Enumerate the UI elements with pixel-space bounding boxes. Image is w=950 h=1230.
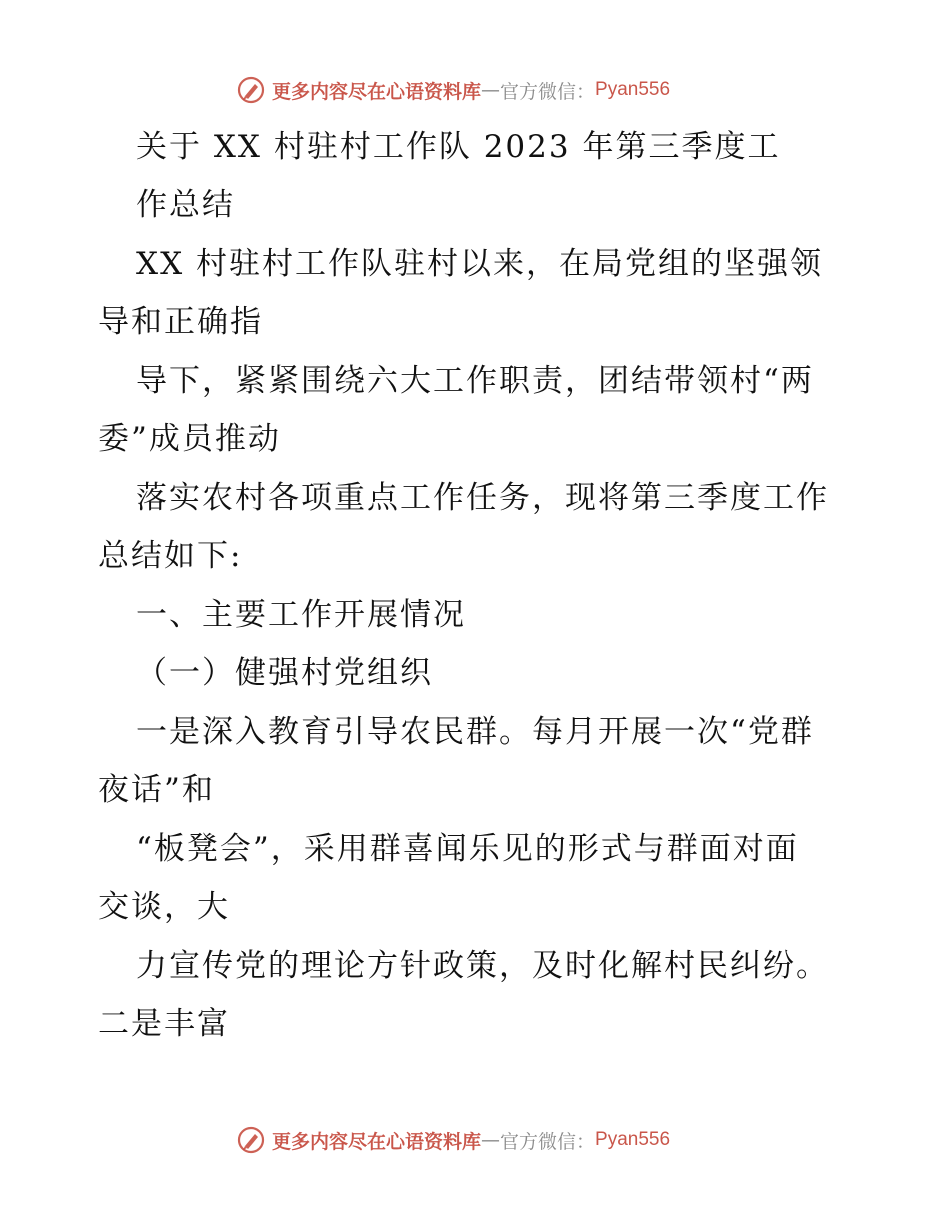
body-line: XX 村驻村工作队驻村以来，在局党组的坚强领: [136, 246, 823, 282]
body-line: 力宣传党的理论方针政策，及时化解村民纠纷。: [136, 948, 829, 984]
watermark-dash: —: [481, 1129, 501, 1151]
header-watermark: [236, 73, 716, 107]
body-line: 落实农村各项重点工作任务，现将第三季度工作: [136, 480, 829, 516]
body-line: 交谈，大: [98, 889, 230, 925]
watermark-contact-label: 官方微信：: [500, 1130, 596, 1153]
title-line-1: 关于 XX 村驻村工作队 2023 年第三季度工: [136, 129, 781, 165]
body-line: “板凳会”，采用群喜闻乐见的形式与群面对面: [136, 831, 799, 867]
watermark-main-text: 更多内容尽在心语资料库: [272, 80, 482, 103]
subsection-heading: （一）健强村党组织: [136, 655, 433, 691]
watermark-contact-id: Pyan556: [595, 1129, 671, 1150]
body-line: 导下，紧紧围绕六大工作职责，团结带领村“两: [136, 363, 814, 399]
footer-watermark: [236, 1123, 716, 1157]
pen-logo-icon: [236, 1125, 266, 1155]
watermark-contact-label: 官方微信：: [500, 80, 596, 103]
watermark-dash: —: [481, 79, 501, 101]
body-line: 夜话”和: [98, 772, 215, 808]
section-heading: 一、主要工作开展情况: [136, 597, 466, 633]
body-line: 总结如下:: [98, 538, 243, 574]
title-line-2: 作总结: [136, 187, 235, 223]
watermark-contact-id: Pyan556: [595, 79, 671, 100]
body-line: 二是丰富: [98, 1006, 230, 1042]
pen-logo-icon: [236, 75, 266, 105]
body-line: 一是深入教育引导农民群。每月开展一次“党群: [136, 714, 814, 750]
body-line: 委”成员推动: [98, 421, 281, 457]
watermark-main-text: 更多内容尽在心语资料库: [272, 1130, 482, 1153]
body-line: 导和正确指: [98, 304, 263, 340]
